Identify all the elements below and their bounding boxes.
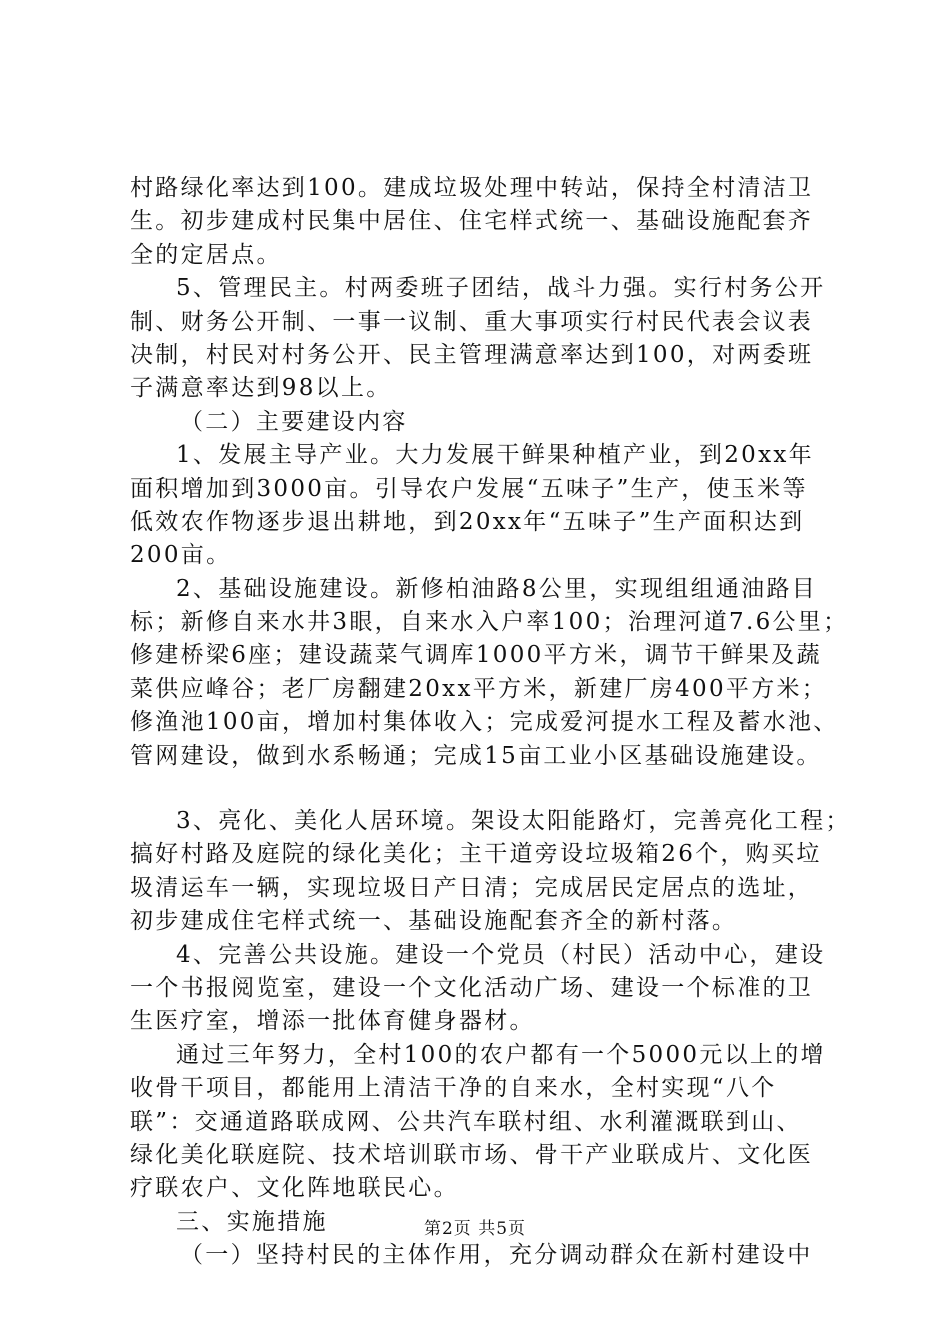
subsection-heading: （一）坚持村民的主体作用，充分调动群众在新村建设中 [180, 1242, 813, 1269]
text-line: 修渔池100亩，增加村集体收入；完成爱河提水工程及蓄水池、 [130, 709, 839, 736]
text-line: 圾清运车一辆，实现垃圾日产日清；完成居民定居点的选址， [130, 874, 814, 901]
text-line: 村路绿化率达到100。建成垃圾处理中转站，保持全村清洁卫 [130, 175, 814, 201]
paragraph-gap [130, 773, 830, 805]
text-line: 低效农作物逐步退出耕地，到20xx年“五味子”生产面积达到 [130, 508, 805, 535]
text-line: 菜供应峰谷；老厂房翻建20xx平方米，新建厂房400平方米； [130, 675, 828, 702]
text-line: 一个书报阅览室，建设一个文化活动广场、建设一个标准的卫 [130, 974, 814, 1001]
text-line: 疗联农户、文化阵地联民心。 [130, 1175, 459, 1202]
text-line: 初步建成住宅样式统一、基础设施配套齐全的新村落。 [130, 908, 738, 935]
text-line: 制、财务公开制、一事一议制、重大事项实行村民代表会议表 [130, 308, 814, 335]
paragraph-start-line: 3、亮化、美化人居环境。架设太阳能路灯，完善亮化工程； [176, 808, 851, 835]
paragraph-start-line: 2、基础设施建设。新修柏油路8公里，实现组组通油路目 [176, 575, 818, 602]
text-line: 决制，村民对村务公开、民主管理满意率达到100，对两委班 [130, 341, 814, 368]
document-body [130, 172, 851, 1273]
paragraph-start-line: 5、管理民主。村两委班子团结，战斗力强。实行村务公开 [176, 275, 826, 302]
section-heading: （二）主要建设内容 [180, 408, 408, 435]
section-heading: 三、实施措施 [176, 1208, 328, 1235]
page-number-footer: 第2页 共5页 [423, 1219, 527, 1239]
text-line: 子满意率达到98以上。 [130, 375, 392, 402]
text-line: 面积增加到3000亩。引导农户发展“五味子”生产，使玉米等 [130, 475, 808, 502]
text-line: 生医疗室，增添一批体育健身器材。 [130, 1008, 535, 1035]
paragraph-start-line: 4、完善公共设施。建设一个党员（村民）活动中心，建设 [176, 941, 826, 968]
text-line: 联”：交通道路联成网、公共汽车联村组、水利灌溉联到山、 [130, 1108, 802, 1135]
paragraph-start-line: 通过三年努力，全村100的农户都有一个5000元以上的增 [176, 1041, 826, 1068]
paragraph-start-line: 1、发展主导产业。大力发展干鲜果种植产业，到20xx年 [176, 442, 814, 469]
text-line: 收骨干项目，都能用上清洁干净的自来水，全村实现“八个 [130, 1075, 777, 1102]
text-line: 标；新修自来水井3眼，自来水入户率100；治理河道7.6公里； [130, 609, 849, 636]
text-line: 全的定居点。 [130, 241, 282, 268]
text-line: 生。初步建成村民集中居住、住宅样式统一、基础设施配套齐 [130, 208, 814, 235]
text-line: 搞好村路及庭院的绿化美化；主干道旁设垃圾箱26个，购买垃 [130, 841, 822, 868]
text-line: 200亩。 [130, 542, 232, 569]
text-line: 绿化美化联庭院、技术培训联市场、骨干产业联成片、文化医 [130, 1141, 814, 1168]
text-line: 管网建设，做到水系畅通；完成15亩工业小区基础设施建设。 [130, 742, 822, 769]
text-line: 修建桥梁6座；建设蔬菜气调库1000平方米，调节干鲜果及蔬 [130, 642, 822, 669]
